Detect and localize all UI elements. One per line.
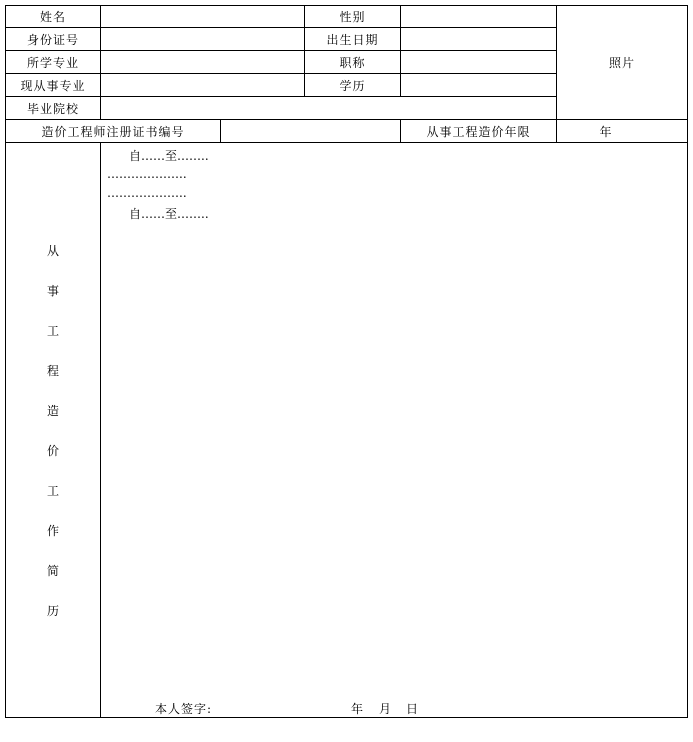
graduate-school-label: 毕业院校: [26, 101, 79, 116]
side-label-char: 造: [46, 404, 59, 418]
side-label-char: 作: [46, 524, 59, 538]
date-day-label: 日: [406, 702, 419, 716]
history-entry-line: ………………..: [107, 186, 187, 200]
table-col-divider: [100, 142, 101, 718]
date-month-label: 月: [379, 702, 392, 716]
side-label-char: 简: [46, 564, 59, 578]
cert-number-field[interactable]: [221, 120, 400, 142]
graduate-school-field[interactable]: [101, 97, 556, 119]
side-label-char: 价: [46, 444, 59, 458]
name-label: 姓名: [39, 10, 66, 24]
education-label: 学历: [339, 78, 366, 93]
table-border-bottom: [5, 717, 688, 718]
id-number-label: 身份证号: [26, 32, 79, 47]
years-label: 从事工程造价年限: [426, 124, 531, 139]
side-label-char: 从: [46, 244, 59, 258]
gender-field[interactable]: [401, 6, 556, 27]
side-label-char: 事: [46, 284, 59, 298]
signature-label: 本人签字:: [155, 702, 213, 716]
photo-box[interactable]: 照片: [608, 56, 635, 70]
history-entry-line: ………………..: [107, 167, 187, 181]
table-row-divider: [5, 142, 688, 143]
side-label-char: 工: [46, 484, 59, 498]
work-history-side-label: [6, 143, 100, 717]
current-field-label: 现从事专业: [20, 78, 86, 93]
table-border-right: [687, 5, 688, 718]
side-label-char: 程: [46, 364, 59, 378]
birth-date-field[interactable]: [401, 28, 556, 50]
gender-label: 性别: [339, 10, 366, 24]
id-number-field[interactable]: [101, 28, 304, 50]
major-field[interactable]: [101, 51, 304, 73]
side-label-char: 历: [46, 604, 59, 618]
education-field[interactable]: [401, 74, 556, 96]
current-field-field[interactable]: [101, 74, 304, 96]
major-label: 所学专业: [26, 55, 79, 70]
history-entry-line: 自……至……..: [129, 207, 209, 221]
cert-number-label: 造价工程师注册证书编号: [41, 124, 185, 139]
name-field[interactable]: [101, 6, 304, 27]
side-label-char: 工: [46, 324, 59, 338]
title-field[interactable]: [401, 51, 556, 73]
title-label: 职称: [339, 55, 366, 70]
birth-date-label: 出生日期: [326, 32, 379, 47]
years-value-unit[interactable]: 年: [599, 124, 613, 139]
history-entry-line: 自……至……..: [129, 149, 209, 163]
date-year-label: 年: [351, 702, 364, 716]
